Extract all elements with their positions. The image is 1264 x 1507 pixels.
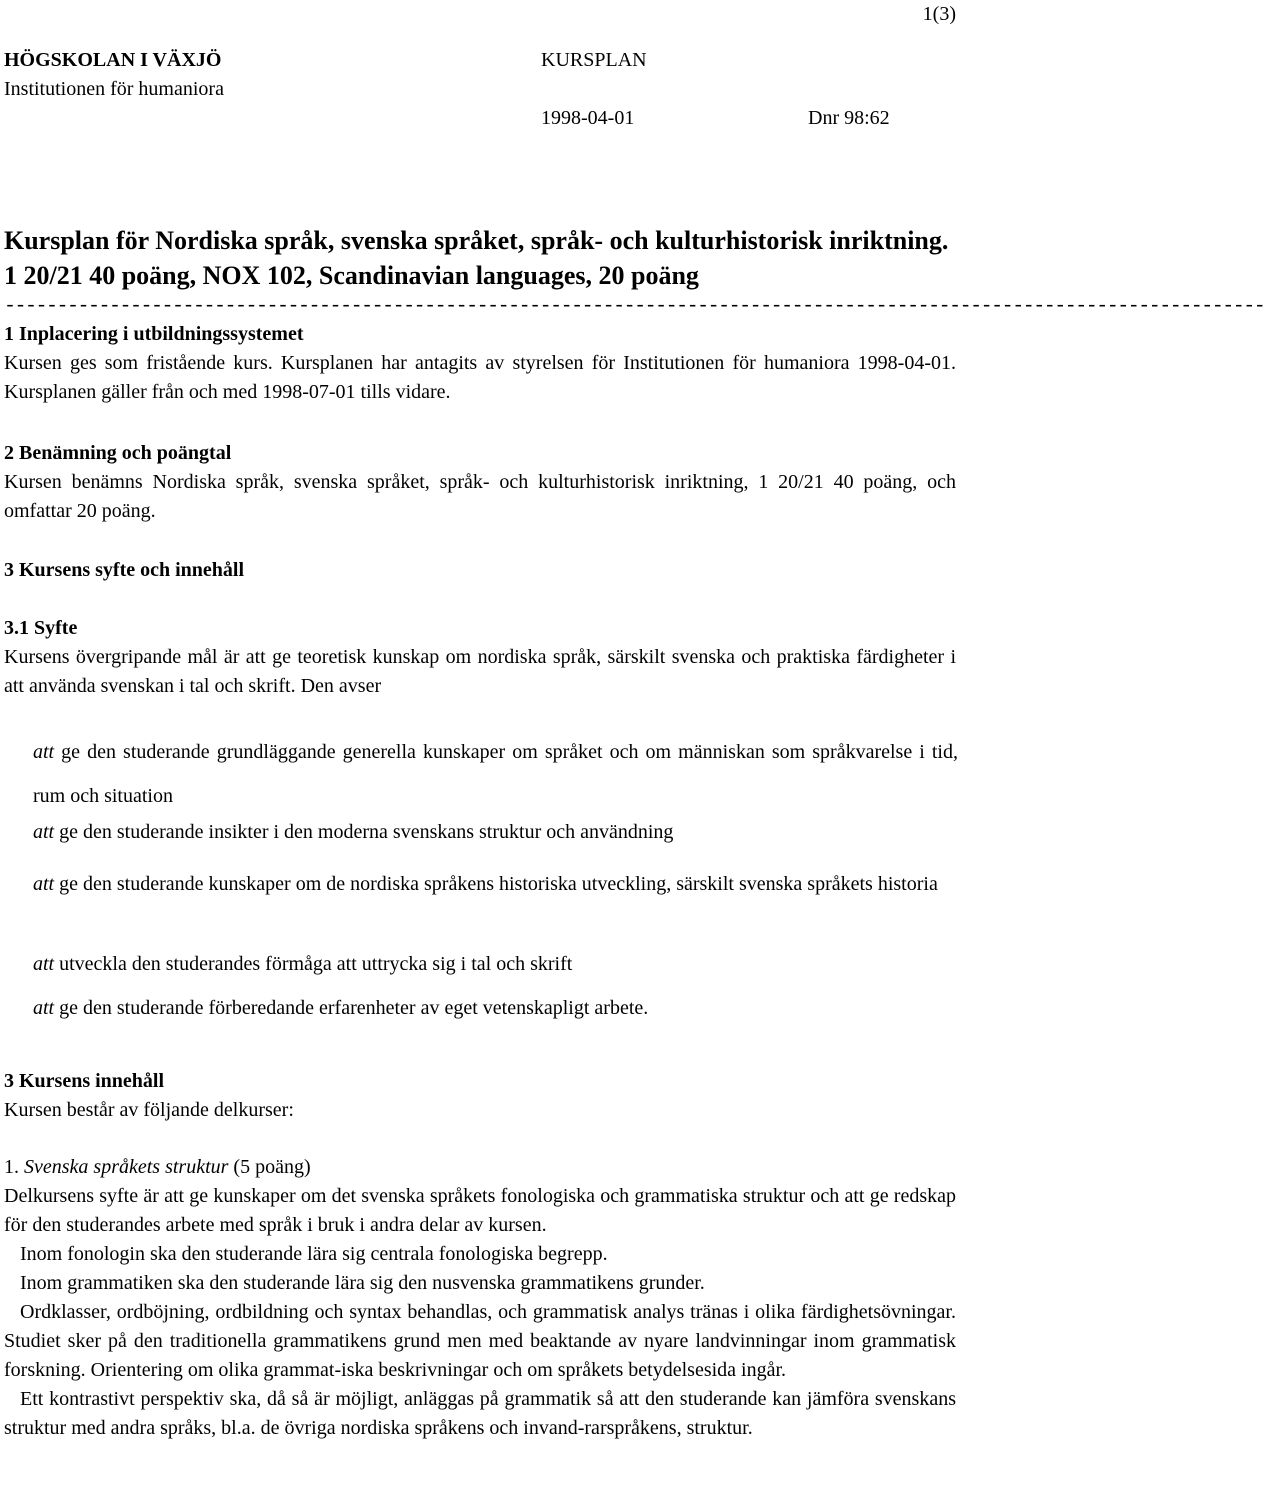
course-part-paragraph: Delkursens syfte är att ge kunskaper om det svenska språkets fonologiska och grammatiska struktur och att ge redskap för den studerandes arbete med språk i bruk i andra delar av kursen.	[4, 1185, 956, 1236]
aim-text: ge den studerande förberedande erfarenheter av eget vetenskapligt arbete.	[54, 997, 649, 1019]
separator-line: ------------------------------------------------------------------------------------------------------------------------	[4, 295, 1264, 318]
document-type: KURSPLAN	[541, 49, 647, 71]
document-date: 1998-04-01	[541, 107, 635, 129]
section-placement	[4, 320, 956, 407]
course-part-paragraph: Inom grammatiken ska den studerande lära sig den nusvenska grammatikens grunder.	[20, 1272, 705, 1294]
section-heading: 1 Inplacering i utbildningssystemet	[4, 323, 304, 345]
section-heading: 2 Benämning och poängtal	[4, 442, 232, 464]
subsection-content	[4, 1067, 956, 1125]
subsection-purpose	[4, 614, 956, 701]
aim-item	[33, 818, 958, 847]
aim-item	[33, 730, 958, 818]
section-purpose-content	[4, 556, 956, 585]
aim-lead: att	[33, 953, 55, 975]
subsection-text: Kursens övergripande mål är att ge teoretisk kunskap om nordiska språk, särskilt svenska och praktiska färdigheter i att använda svenskan i tal och skrift. Den avser	[4, 646, 956, 697]
section-name-points	[4, 439, 956, 526]
section-heading: 3 Kursens syfte och innehåll	[4, 559, 245, 581]
subsection-text: Kursen består av följande delkurser:	[4, 1099, 294, 1121]
section-text: Kursen benämns Nordiska språk, svenska språket, språk- och kulturhistorisk inriktning, 1 20/21 40 poäng, och omfattar 20 poäng.	[4, 471, 956, 522]
course-part-paragraph: Ett kontrastivt perspektiv ska, då så är möjligt, anläggas på grammatik så att den studerande kan jämföra svenskans struktur med andra språks, bl.a. de övriga nordiska språkens och invand-rarspråkens, struktur.	[4, 1388, 956, 1439]
document-registration-number: Dnr 98:62	[808, 107, 890, 129]
aim-text: ge den studerande kunskaper om de nordiska språkens historiska utveckling, särskilt svenska språkets historia	[54, 873, 938, 895]
aim-lead: att	[33, 821, 55, 843]
course-part	[4, 1153, 956, 1443]
document-title: Kursplan för Nordiska språk, svenska språket, språk- och kulturhistorisk inriktning. 1 20/21 40 poäng, NOX 102, Scandinavian languages, 20 poäng	[4, 226, 949, 290]
aim-lead: att	[33, 741, 55, 763]
aim-item	[33, 862, 958, 906]
section-text: Kursen ges som fristående kurs. Kursplanen har antagits av styrelsen för Institutionen för humaniora 1998-04-01. Kursplanen gäller från och med 1998-07-01 tills vidare.	[4, 352, 956, 403]
course-part-paragraph: Inom fonologin ska den studerande lära sig centrala fonologiska begrepp.	[20, 1243, 608, 1265]
subsection-heading: 3.1 Syfte	[4, 617, 78, 639]
aim-text: ge den studerande insikter i den moderna svenskans struktur och användning	[54, 821, 674, 843]
subsection-heading: 3 Kursens innehåll	[4, 1070, 165, 1092]
course-part-name: Svenska språkets struktur	[24, 1156, 229, 1178]
department-name: Institutionen för humaniora	[4, 78, 224, 100]
aim-item	[33, 950, 958, 979]
course-part-title: 1. Svenska språkets struktur (5 poäng)	[4, 1156, 311, 1178]
institution-name: HÖGSKOLAN I VÄXJÖ	[4, 49, 222, 71]
aim-lead: att	[33, 873, 55, 895]
course-part-points: (5 poäng)	[228, 1156, 311, 1178]
aim-lead: att	[33, 997, 55, 1019]
aim-text: utveckla den studerandes förmåga att uttrycka sig i tal och skrift	[54, 953, 573, 975]
course-part-paragraph: Ordklasser, ordböjning, ordbildning och syntax behandlas, och grammatisk analys tränas i olika färdighetsövningar. Studiet sker på den traditionella grammatikens grund men med beaktande av nyare landvinningar inom grammatisk forskning. Orientering om olika grammat-iska beskrivningar och om språkets betydelsesida ingår.	[4, 1301, 956, 1381]
aim-item	[33, 994, 958, 1023]
page-number: 1(3)	[922, 3, 956, 25]
aim-text: ge den studerande grundläggande generella kunskaper om språket och om människan som språkvarelse i tid, rum och situation	[33, 741, 958, 807]
